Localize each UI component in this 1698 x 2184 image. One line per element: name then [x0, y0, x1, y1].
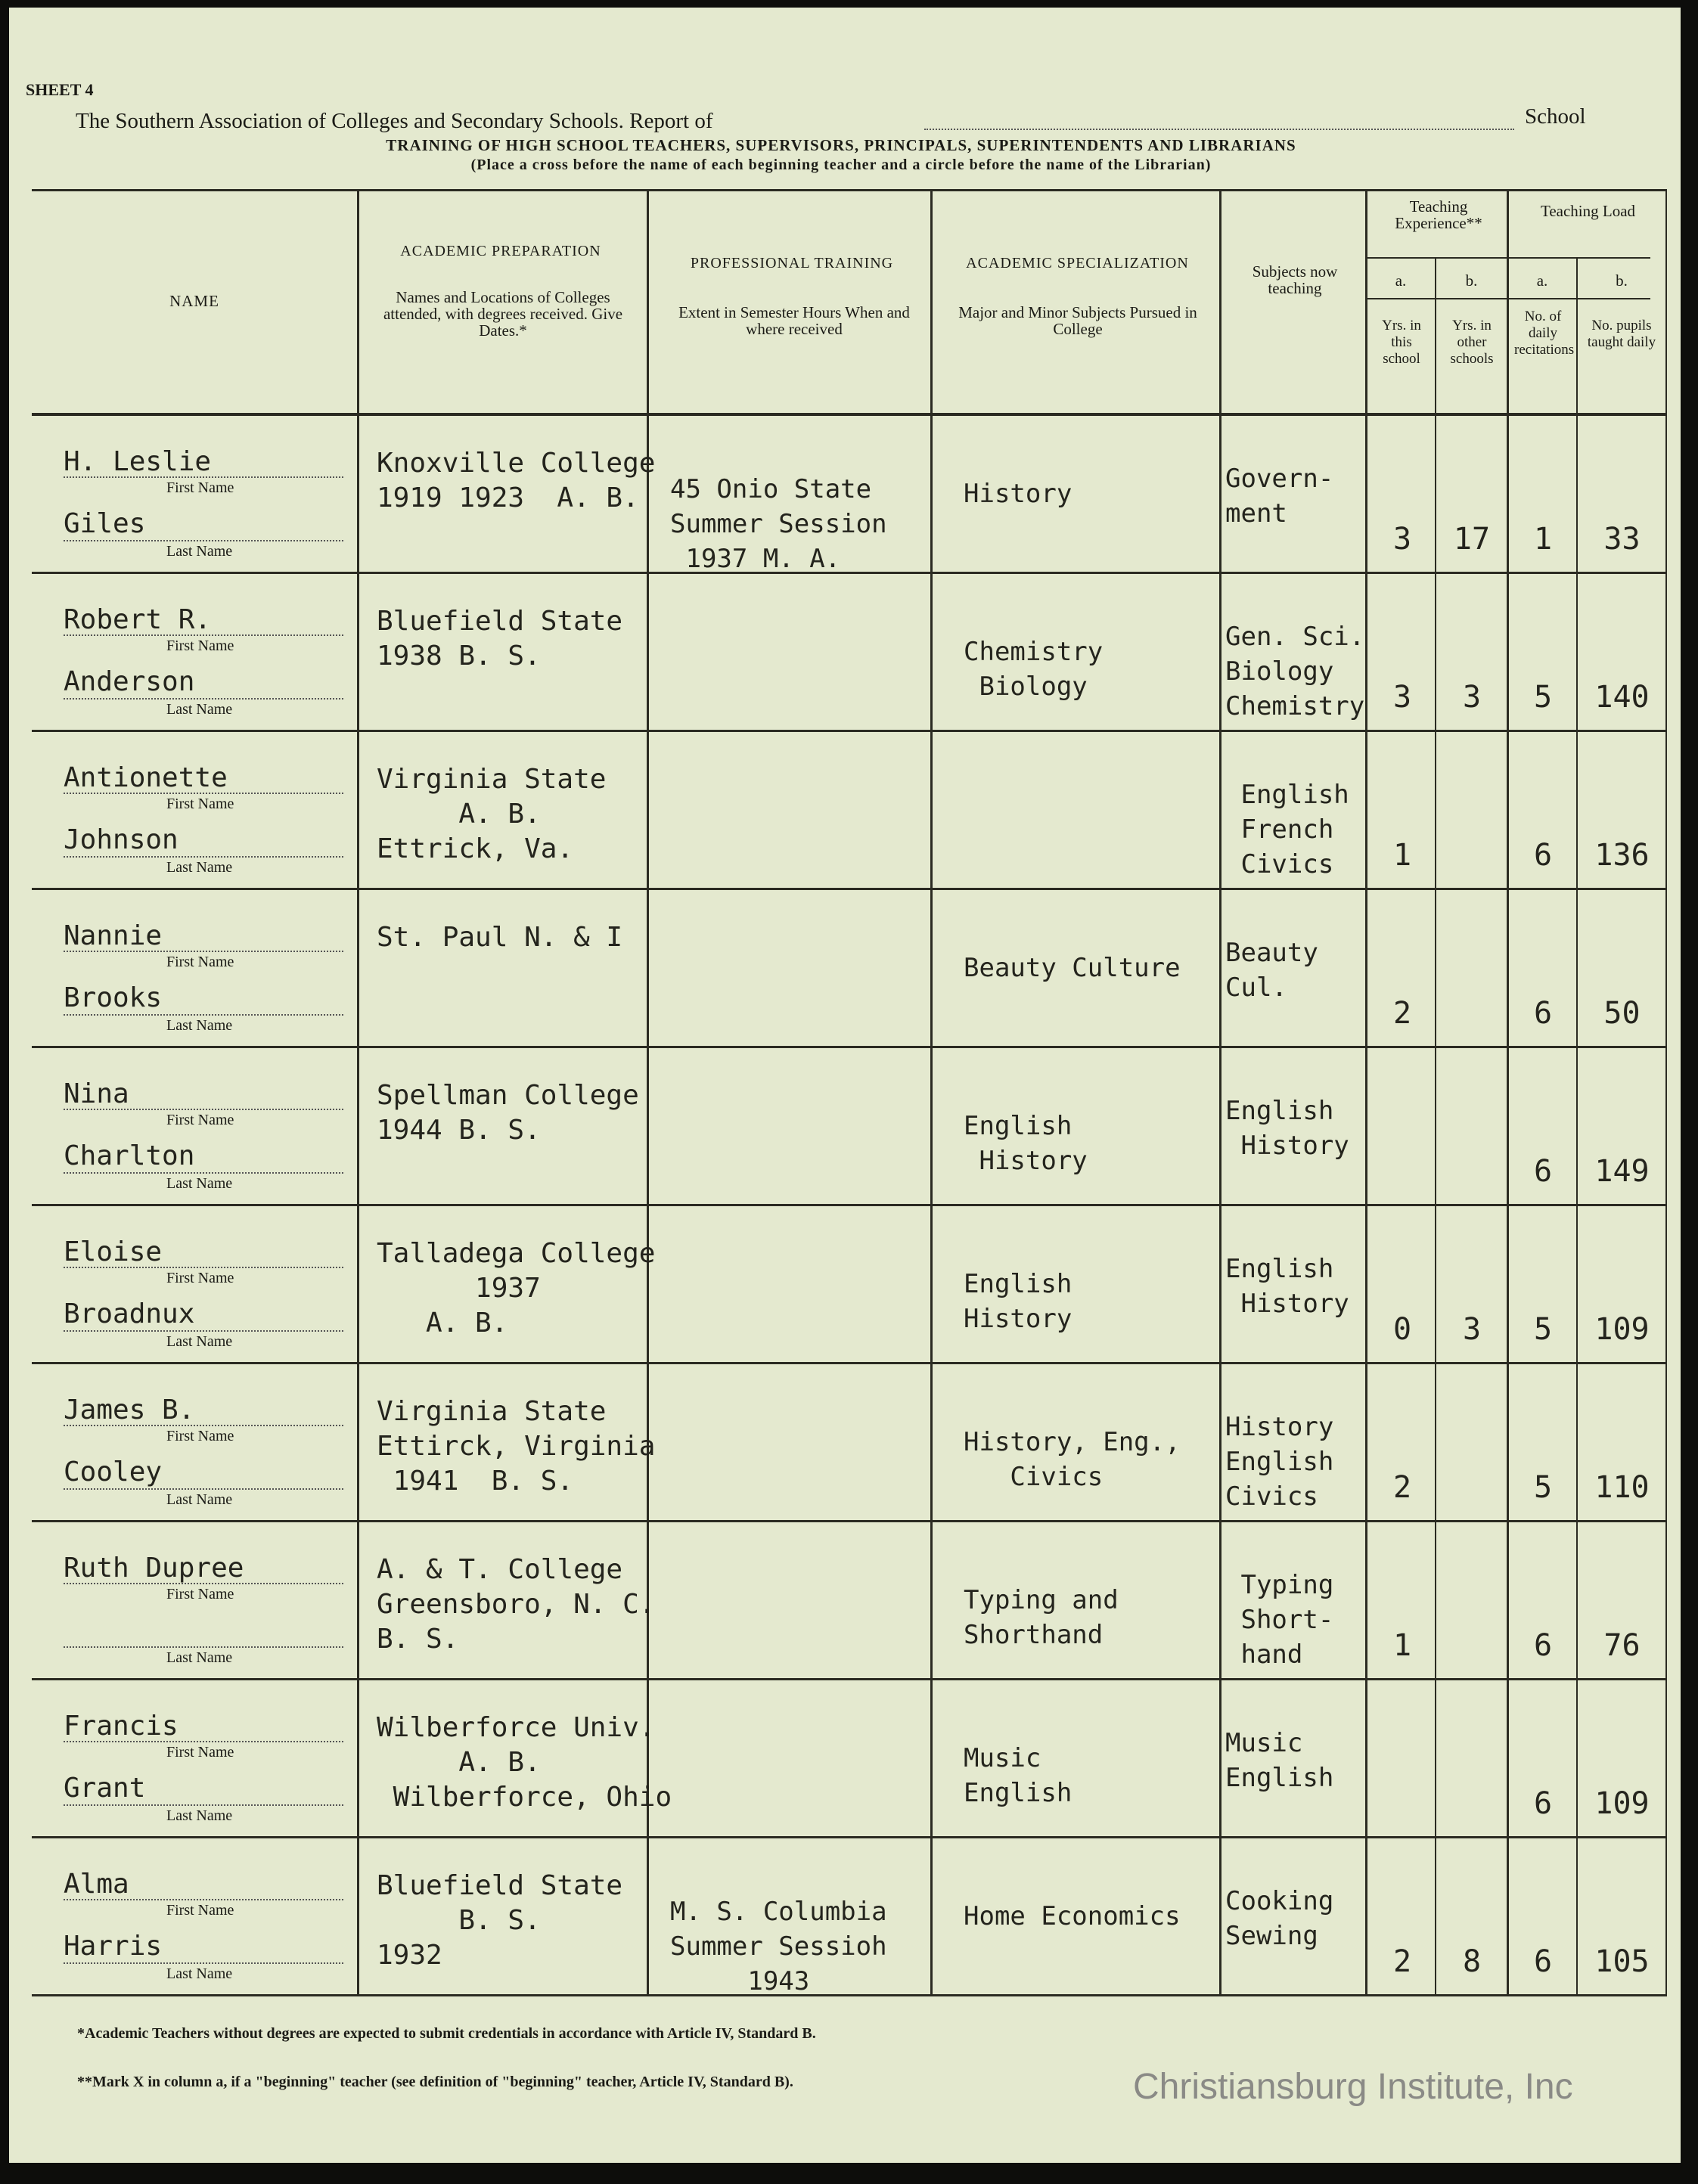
last-name-label: Last Name	[166, 1649, 233, 1666]
name-entry-line	[64, 698, 343, 700]
row-separator	[32, 1204, 1665, 1206]
first-name: Nina	[64, 1078, 129, 1109]
school-name-line	[924, 129, 1514, 130]
pupils-taught: 33	[1603, 522, 1641, 557]
name-entry-line	[64, 1330, 343, 1332]
academic-specialization: English History	[964, 1269, 1073, 1334]
daily-recitations: 6	[1533, 996, 1553, 1031]
pupils-taught: 109	[1594, 1786, 1650, 1821]
header-bottom-border	[32, 413, 1665, 416]
pupils-taught: 136	[1594, 838, 1650, 873]
subjects-teaching: Govern- ment	[1225, 464, 1334, 529]
subjects-teaching: Typing Short- hand	[1240, 1570, 1334, 1670]
name-entry-line	[64, 1267, 343, 1268]
academic-specialization: Music English	[964, 1743, 1073, 1808]
name-entry-line	[64, 1488, 343, 1490]
pupils-taught: 140	[1594, 680, 1650, 715]
watermark: Christiansburg Institute, Inc	[1133, 2067, 1573, 2107]
first-name-label: First Name	[166, 1428, 234, 1444]
pupils-taught: 105	[1594, 1944, 1650, 1979]
academic-preparation: A. & T. College Greensboro, N. C. B. S.	[377, 1554, 656, 1655]
first-name-label: First Name	[166, 1112, 234, 1128]
col-divider	[1507, 189, 1509, 1996]
first-name-label: First Name	[166, 1744, 234, 1761]
academic-preparation: Virginia State A. B. Ettrick, Va.	[377, 764, 607, 864]
name-entry-line	[64, 856, 343, 858]
header-academic-note: Names and Locations of Colleges attended, with degrees received. Give Dates.*	[383, 288, 623, 340]
report-subtitle: TRAINING OF HIGH SCHOOL TEACHERS, SUPERVISORS, PRINCIPALS, SUPERINTENDENTS AND LIBRARIANS	[386, 136, 1296, 154]
header-specialization-note: Major and Minor Subjects Pursued in College	[958, 303, 1197, 338]
name-entry-line	[64, 1962, 343, 1964]
header-professional: PROFESSIONAL TRAINING	[690, 255, 894, 271]
academic-preparation: Bluefield State B. S. 1932	[377, 1870, 623, 1971]
row-separator	[32, 730, 1665, 732]
school-label: School	[1525, 104, 1586, 129]
yrs-this-school: 2	[1392, 1944, 1412, 1979]
yrs-this-school: 1	[1392, 838, 1412, 873]
header-load: Teaching Load	[1540, 202, 1636, 220]
header-experience: Teaching Experience**	[1395, 197, 1482, 232]
name-entry-line	[64, 634, 343, 636]
daily-recitations: 5	[1533, 1312, 1553, 1347]
last-name-label: Last Name	[166, 1175, 233, 1192]
first-name: Alma	[64, 1869, 129, 1900]
header-name: NAME	[169, 292, 219, 310]
name-entry-line	[64, 1425, 343, 1426]
first-name: Antionette	[64, 762, 228, 793]
col-divider	[357, 189, 359, 1996]
header-yrs-other: Yrs. in other schools	[1450, 318, 1494, 367]
yrs-this-school: 3	[1392, 522, 1412, 557]
last-name-label: Last Name	[166, 1965, 233, 1982]
academic-specialization: Chemistry Biology	[964, 637, 1104, 702]
name-entry-line	[64, 1109, 343, 1110]
header-professional-note: Extent in Semester Hours When and where received	[678, 303, 910, 338]
report-sheet	[9, 8, 1681, 2163]
name-entry-line	[64, 1646, 343, 1648]
yrs-this-school: 0	[1392, 1312, 1412, 1347]
row-separator	[32, 1678, 1665, 1680]
first-name-label: First Name	[166, 954, 234, 970]
report-title: The Southern Association of Colleges and Secondary Schools. Report of	[76, 109, 713, 133]
last-name-label: Last Name	[166, 1017, 233, 1034]
header-academic: ACADEMIC PREPARATION	[400, 243, 601, 259]
subjects-teaching: Cooking Sewing	[1225, 1886, 1334, 1951]
last-name-label: Last Name	[166, 1807, 233, 1824]
first-name: Francis	[64, 1711, 178, 1742]
academic-specialization: Beauty Culture	[964, 953, 1181, 983]
daily-recitations: 5	[1533, 1470, 1553, 1505]
col-divider	[1576, 257, 1578, 1996]
name-entry-line	[64, 540, 343, 541]
last-name-label: Last Name	[166, 1491, 233, 1508]
first-name-label: First Name	[166, 1902, 234, 1919]
header-col-b2: b.	[1616, 271, 1628, 290]
yrs-other-schools: 8	[1462, 1944, 1482, 1979]
academic-specialization: Home Economics	[964, 1901, 1181, 1931]
name-entry-line	[64, 1899, 343, 1900]
table-top-border	[32, 189, 1665, 191]
pupils-taught: 50	[1603, 996, 1641, 1031]
daily-recitations: 6	[1533, 1944, 1553, 1979]
first-name-label: First Name	[166, 479, 234, 496]
first-name: H. Leslie	[64, 446, 212, 477]
daily-recitations: 1	[1533, 522, 1553, 557]
yrs-other-schools: 3	[1462, 1312, 1482, 1347]
subjects-teaching: History English Civics	[1225, 1412, 1334, 1512]
subjects-teaching: English History	[1225, 1254, 1349, 1319]
last-name: Harris	[64, 1931, 163, 1962]
pupils-taught: 76	[1603, 1628, 1641, 1663]
row-separator	[32, 1362, 1665, 1364]
header-pupils: No. pupils taught daily	[1587, 318, 1656, 350]
academic-specialization: English History	[964, 1111, 1088, 1176]
subjects-teaching: English History	[1225, 1096, 1349, 1161]
pupils-taught: 110	[1594, 1470, 1650, 1505]
footnote-one: *Academic Teachers without degrees are expected to submit credentials in accordance with Article IV, Standard B.	[77, 2025, 816, 2042]
name-entry-line	[64, 1583, 343, 1584]
academic-preparation: Talladega College 1937 A. B.	[377, 1238, 656, 1339]
first-name: Eloise	[64, 1236, 163, 1267]
first-name-label: First Name	[166, 1586, 234, 1602]
sheet-number: SHEET 4	[26, 80, 94, 99]
header-col-b: b.	[1465, 271, 1478, 290]
header-specialization: ACADEMIC SPECIALIZATION	[966, 255, 1189, 271]
footnote-two: **Mark X in column a, if a "beginning" teacher (see definition of "beginning" teacher, Article IV, Standard B).	[77, 2074, 793, 2090]
daily-recitations: 6	[1533, 1786, 1553, 1821]
first-name-label: First Name	[166, 638, 234, 654]
name-entry-line	[64, 1804, 343, 1806]
academic-preparation: Wilberforce Univ. A. B. Wilberforce, Ohio	[377, 1712, 672, 1813]
header-col-a2: a.	[1536, 271, 1548, 290]
header-col-a: a.	[1395, 271, 1407, 290]
last-name: Giles	[64, 508, 146, 539]
academic-specialization: History, Eng., Civics	[964, 1427, 1181, 1492]
pupils-taught: 149	[1594, 1154, 1650, 1189]
subjects-teaching: Music English	[1225, 1728, 1334, 1793]
header-recitations: No. of daily recitations	[1514, 309, 1575, 358]
academic-preparation: Virginia State Ettirck, Virginia 1941 B. S.	[377, 1396, 656, 1497]
row-separator	[32, 1046, 1665, 1048]
pupils-taught: 109	[1594, 1312, 1650, 1347]
last-name: Johnson	[64, 824, 178, 855]
last-name-label: Last Name	[166, 701, 233, 718]
daily-recitations: 6	[1533, 838, 1553, 873]
subjects-teaching: Gen. Sci. Biology Chemistry	[1225, 622, 1365, 721]
first-name-label: First Name	[166, 1270, 234, 1286]
row-separator	[32, 1520, 1665, 1522]
yrs-other-schools: 17	[1453, 522, 1491, 557]
col-divider	[1219, 189, 1222, 1996]
name-entry-line	[64, 1172, 343, 1174]
name-entry-line	[64, 793, 343, 794]
last-name: Charlton	[64, 1140, 195, 1171]
daily-recitations: 6	[1533, 1154, 1553, 1189]
academic-specialization: History	[964, 479, 1073, 509]
last-name: Grant	[64, 1773, 146, 1804]
name-entry-line	[64, 1014, 343, 1016]
report-instruction: (Place a cross before the name of each beginning teacher and a circle before the name of the Librarian)	[470, 157, 1212, 173]
name-entry-line	[64, 1741, 343, 1742]
last-name: Broadnux	[64, 1298, 195, 1329]
academic-preparation: St. Paul N. & I	[377, 922, 623, 953]
yrs-this-school: 3	[1392, 680, 1412, 715]
professional-training: 45 Onio State Summer Session 1937 M. A.	[670, 474, 887, 574]
header-subjects: Subjects now teaching	[1252, 262, 1338, 297]
last-name-label: Last Name	[166, 859, 233, 876]
row-separator	[32, 1836, 1665, 1838]
yrs-other-schools: 3	[1462, 680, 1482, 715]
last-name: Cooley	[64, 1457, 163, 1488]
last-name-label: Last Name	[166, 1333, 233, 1350]
first-name-label: First Name	[166, 796, 234, 812]
professional-training: M. S. Columbia Summer Sessioh 1943	[670, 1897, 887, 1996]
academic-preparation: Knoxville College 1919 1923 A. B.	[377, 448, 656, 513]
first-name: James B.	[64, 1394, 195, 1425]
daily-recitations: 5	[1533, 680, 1553, 715]
first-name: Nannie	[64, 920, 163, 951]
daily-recitations: 6	[1533, 1628, 1553, 1663]
name-entry-line	[64, 951, 343, 952]
first-name: Robert R.	[64, 604, 212, 635]
row-separator	[32, 888, 1665, 890]
table-right-border	[1665, 189, 1667, 1996]
academic-specialization: Typing and Shorthand	[964, 1585, 1119, 1650]
first-name: Ruth Dupree	[64, 1553, 244, 1584]
subjects-teaching: English French Civics	[1240, 780, 1349, 879]
last-name: Anderson	[64, 666, 195, 697]
yrs-this-school: 2	[1392, 996, 1412, 1031]
academic-preparation: Bluefield State 1938 B. S.	[377, 606, 623, 672]
col-divider	[1435, 257, 1436, 1996]
subjects-teaching: Beauty Cul.	[1225, 938, 1318, 1003]
last-name: Brooks	[64, 982, 163, 1013]
name-entry-line	[64, 476, 343, 478]
col-divider	[1365, 189, 1367, 1996]
header-yrs-this: Yrs. in this school	[1382, 318, 1421, 367]
last-name-label: Last Name	[166, 543, 233, 560]
col-divider	[930, 189, 933, 1996]
yrs-this-school: 2	[1392, 1470, 1412, 1505]
academic-preparation: Spellman College 1944 B. S.	[377, 1080, 639, 1146]
yrs-this-school: 1	[1392, 1628, 1412, 1663]
